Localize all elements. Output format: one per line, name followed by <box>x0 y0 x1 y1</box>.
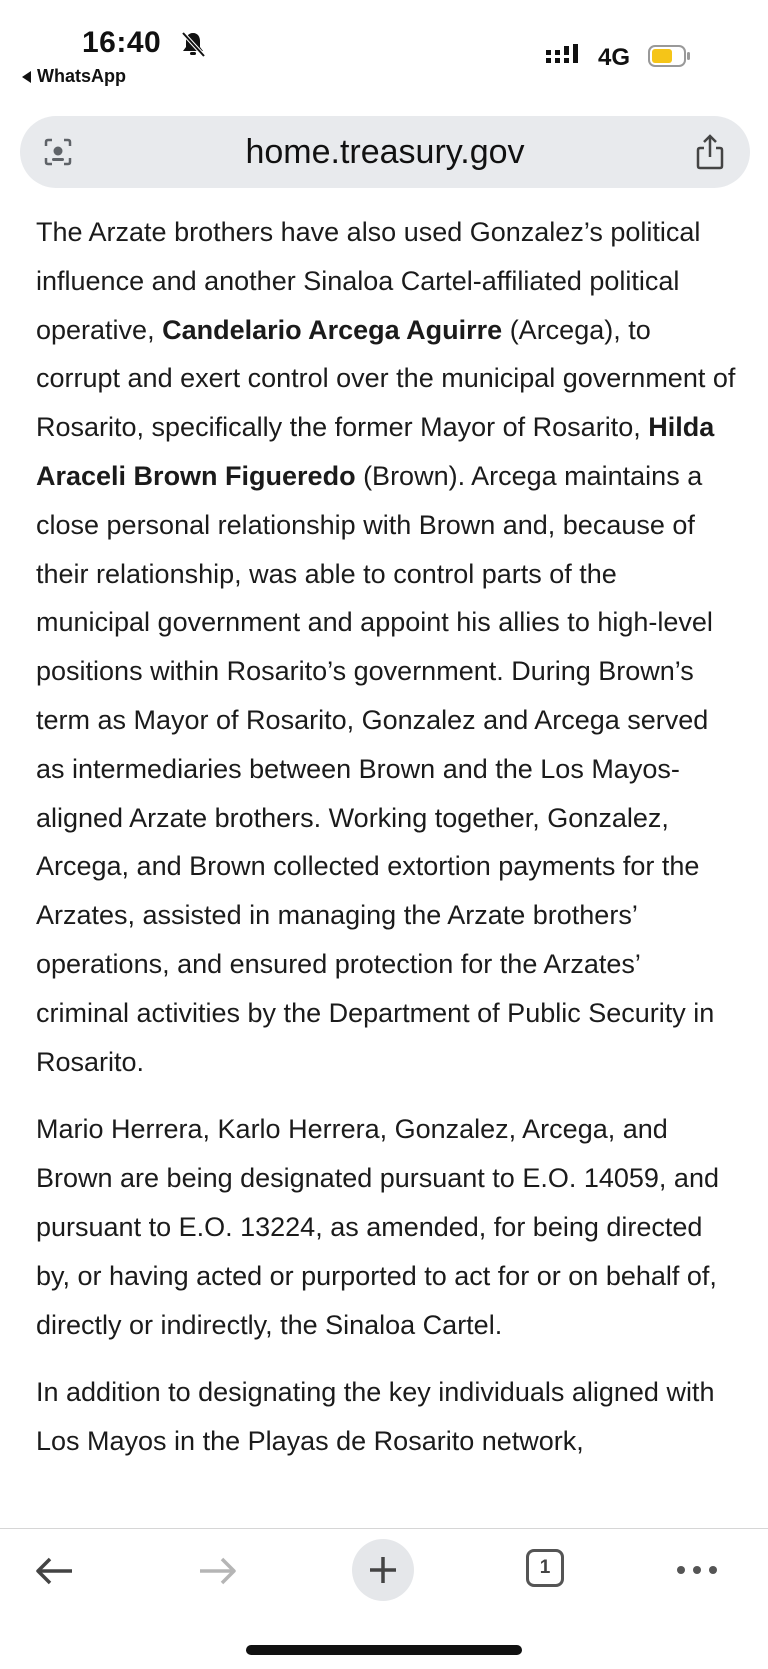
back-triangle-icon <box>22 71 31 83</box>
tabs-button[interactable]: 1 <box>526 1549 564 1587</box>
address-bar[interactable] <box>20 116 750 188</box>
forward-arrow-icon[interactable] <box>196 1551 240 1591</box>
share-icon[interactable] <box>692 132 728 172</box>
new-tab-button[interactable] <box>352 1539 414 1601</box>
plus-icon <box>352 1539 414 1601</box>
bold-name-arcega: Candelario Arcega Aguirre <box>162 314 503 345</box>
back-app-label: WhatsApp <box>37 66 126 86</box>
article-paragraph-2: Mario Herrera, Karlo Herrera, Gonzalez, Arcega, and Brown are being designated pursuant to E.O. 14059, and pursuant to E.O. 13224, as amended, for being directed by, or having acted or purported to act for or on behalf of, directly or indirectly, the Sinaloa Cartel. <box>36 1114 719 1340</box>
article-paragraph-1 <box>36 208 736 1086</box>
url-text[interactable]: home.treasury.gov <box>245 133 525 171</box>
status-time: 16:40 <box>82 26 162 59</box>
signal-icon <box>544 44 586 68</box>
bell-muted-icon <box>180 30 206 58</box>
article-paragraph-3: In addition to designating the key individuals aligned with Los Mayos in the Playas de Rosarito network, <box>36 1377 715 1457</box>
paragraph-text: (Arcega), to corrupt and exert control over the municipal government of Rosarito, specifically the former Mayor of Rosarito, <box>36 314 736 443</box>
bold-name-brown: Hilda Araceli Brown Figueredo <box>36 412 715 491</box>
back-arrow-icon[interactable] <box>32 1551 76 1591</box>
home-indicator <box>246 1645 522 1655</box>
paragraph-text: The Arzate brothers have also used Gonzalez’s political influence and another Sinaloa Cartel-affiliated political operative, <box>36 217 701 345</box>
network-type: 4G <box>598 44 631 71</box>
paragraph-text: (Brown). Arcega maintains a close personal relationship with Brown and, because of their relationship, was able to control parts of the municipal government and appoint his allies to high-level positions within Rosarito’s government. During Brown’s term as Mayor of Rosarito, Gonzalez and Arcega served as intermediaries between Brown and the Los Mayos-aligned Arzate brothers. Working together, Gonzalez, Arcega, and Brown collected extortion payments for the Arzates, assisted in managing the Arzate brothers’ operations, and ensured protection for the Arzates’ criminal activities by the Department of Public Security in Rosarito. <box>36 460 715 1077</box>
back-to-app-link[interactable] <box>22 66 126 87</box>
status-bar <box>0 0 768 100</box>
more-dots-icon[interactable] <box>674 1563 720 1577</box>
article-body <box>36 208 736 1518</box>
battery-low-icon <box>648 44 692 68</box>
